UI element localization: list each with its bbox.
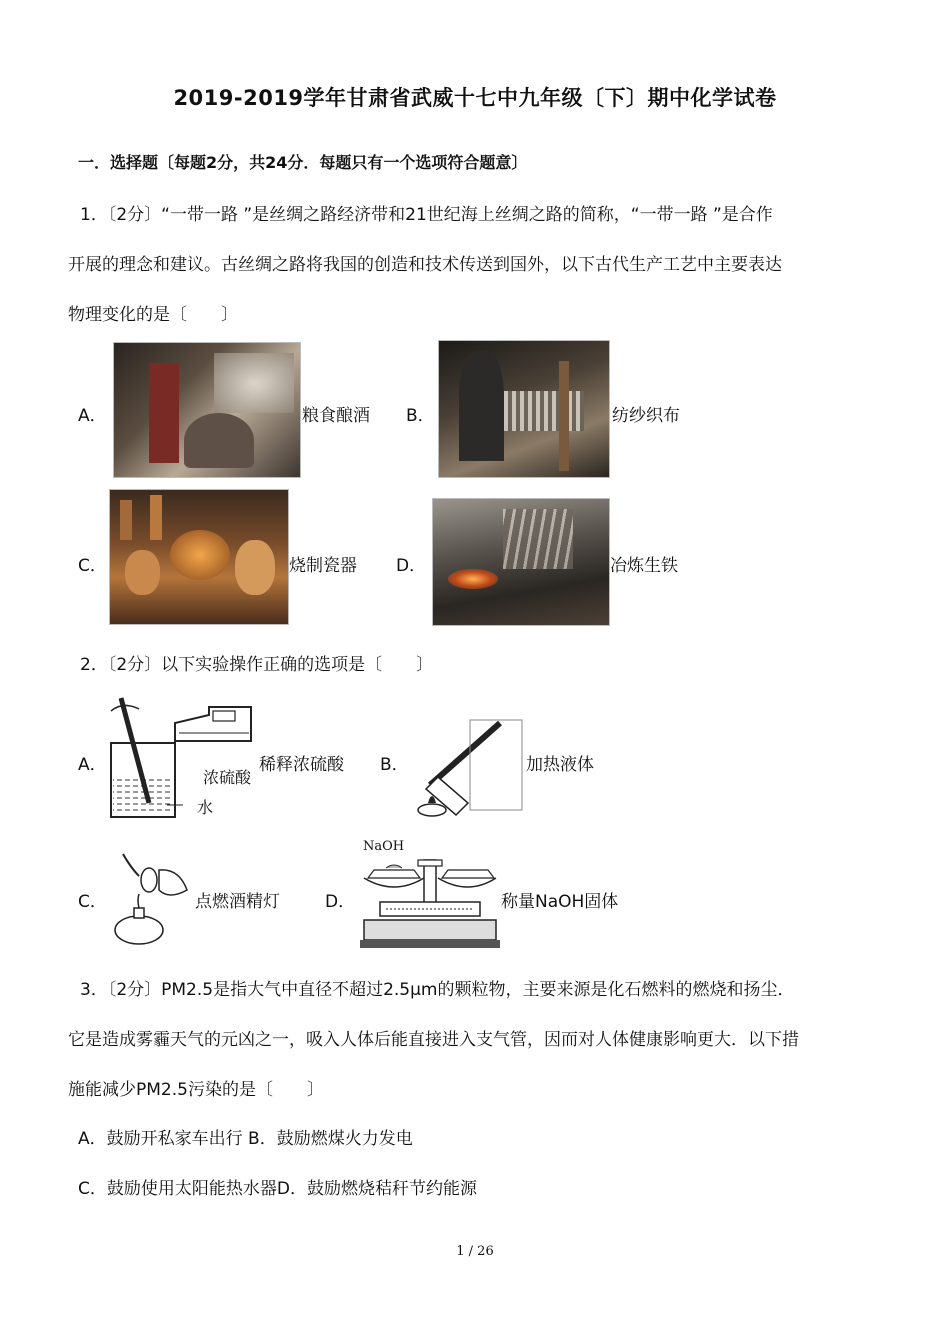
q2-option-b-diagram	[410, 715, 524, 820]
q1-option-d-text: 冶炼生铁	[610, 556, 678, 576]
label-concentrated-acid: 浓硫酸	[203, 768, 252, 787]
q1-option-c-text: 烧制瓷器	[289, 556, 357, 576]
q3-line1: 3．〔2分〕PM2.5是指大气中直径不超过2.5μm的颗粒物，主要来源是化石燃料的燃烧和扬尘．	[80, 980, 795, 1000]
q2-option-b-letter: B．	[380, 755, 409, 775]
q2-option-c-diagram	[109, 850, 193, 950]
dilute-acid-sketch	[109, 693, 257, 820]
q2-option-c-letter: C．	[78, 892, 107, 912]
label-naoh: NaOH	[363, 839, 405, 854]
q2-option-c-text: 点燃酒精灯	[195, 892, 280, 912]
q1-option-b-letter: B．	[406, 406, 435, 426]
q3-options-ab: A．鼓励开私家车出行 B．鼓励燃煤火力发电	[78, 1129, 413, 1149]
q1-option-c-photo	[109, 489, 289, 625]
q2-option-b-text: 加热液体	[526, 755, 594, 775]
q1-option-b-photo	[438, 340, 610, 478]
page-title: 2019-2019学年甘肃省武威十七中九年级〔下〕期中化学试卷	[173, 86, 777, 110]
q1-option-d-photo	[432, 498, 610, 626]
q1-line1: 1．〔2分〕“一带一路 ”是丝绸之路经济带和21世纪海上丝绸之路的简称，“一带一路 ”是合作	[80, 205, 773, 225]
section-heading: 一．选择题〔每题2分，共24分．每题只有一个选项符合题意〕	[78, 153, 528, 172]
page-number: 1 / 26	[456, 1244, 494, 1259]
q1-option-d-letter: D．	[396, 556, 427, 576]
q1-option-a-photo	[113, 342, 301, 478]
q1-option-a-letter: A．	[78, 406, 107, 426]
label-water: 水	[197, 798, 214, 817]
q3-options-cd: C．鼓励使用太阳能热水器D．鼓励燃烧秸秆节约能源	[78, 1179, 477, 1199]
q2-line1: 2．〔2分〕以下实验操作正确的选项是〔 〕	[80, 655, 434, 675]
q3-line3: 施能减少PM2.5污染的是〔 〕	[68, 1080, 324, 1100]
q2-option-d-text: 称量NaOH固体	[501, 892, 619, 912]
q1-line2: 开展的理念和建议。古丝绸之路将我国的创造和技术传送到国外，以下古代生产工艺中主要表达	[68, 255, 782, 275]
q1-line3: 物理变化的是〔 〕	[68, 305, 238, 325]
balance-sketch	[360, 838, 500, 950]
q2-option-a-diagram	[109, 693, 257, 820]
alcohol-lamp-sketch	[109, 850, 193, 950]
q2-option-a-text: 稀释浓硫酸	[259, 755, 344, 775]
q1-option-a-text: 粮食酿酒	[302, 406, 370, 426]
q2-option-d-letter: D．	[325, 892, 356, 912]
q1-option-b-text: 纺纱织布	[612, 406, 680, 426]
q2-option-d-diagram	[360, 838, 500, 950]
q2-option-a-letter: A．	[78, 755, 107, 775]
q1-option-c-letter: C．	[78, 556, 107, 576]
heating-liquid-sketch	[410, 715, 524, 820]
q3-line2: 它是造成雾霾天气的元凶之一，吸入人体后能直接进入支气管，因而对人体健康影响更大．以下措	[68, 1030, 799, 1050]
